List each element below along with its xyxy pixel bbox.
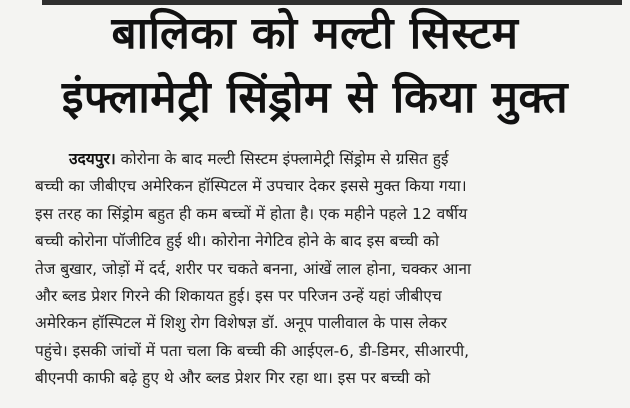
article-line-7: अमेरिकन हॉस्पिटल में शिशु रोग विशेषज्ञ डॉ. अनूप पालीवाल के पास लेकर: [35, 314, 448, 333]
article-line-2: बच्ची का जीबीएच अमेरिकन हॉस्पिटल में उपचार देकर इससे मुक्त किया गया।: [35, 177, 467, 196]
article-line-1-text: कोरोना के बाद मल्टी सिस्टम इंफ्लामेट्री सिंड्रोम से ग्रसित हुई: [120, 150, 449, 168]
dateline: उदयपुर।: [69, 150, 116, 168]
article-line-6: और ब्लड प्रेशर गिरने की शिकायत हुई। इस पर परिजन उन्हें यहां जीबीएच: [35, 287, 442, 306]
article-line-5: तेज बुखार, जोड़ों में दर्द, शरीर पर चकते बनना, आंखें लाल होना, चक्कर आना: [35, 259, 471, 278]
article-body: [35, 146, 625, 393]
article-line-1: [35, 146, 625, 173]
headline-line-2: इंफ्लामेट्री सिंड्रोम से किया मुक्त: [61, 72, 569, 123]
headline-line-1: बालिका को मल्टी सिस्टम: [111, 8, 519, 59]
article-line-8: पहुंचे। इसकी जांचों में पता चला कि बच्ची की आईएल-6, डी-डिमर, सीआरपी,: [35, 341, 470, 360]
article-line-4: बच्ची कोरोना पॉजीटिव हुई थी। कोरोना नेगेटिव होने के बाद इस बच्ची को: [35, 232, 440, 251]
article-line-9: बीएनपी काफी बढ़े हुए थे और ब्लड प्रेशर गिर रहा था। इस पर बच्ची को: [35, 369, 431, 388]
article-line-3: इस तरह का सिंड्रोम बहुत ही कम बच्चों में होता है। एक महीने पहले 12 वर्षीय: [35, 204, 468, 223]
